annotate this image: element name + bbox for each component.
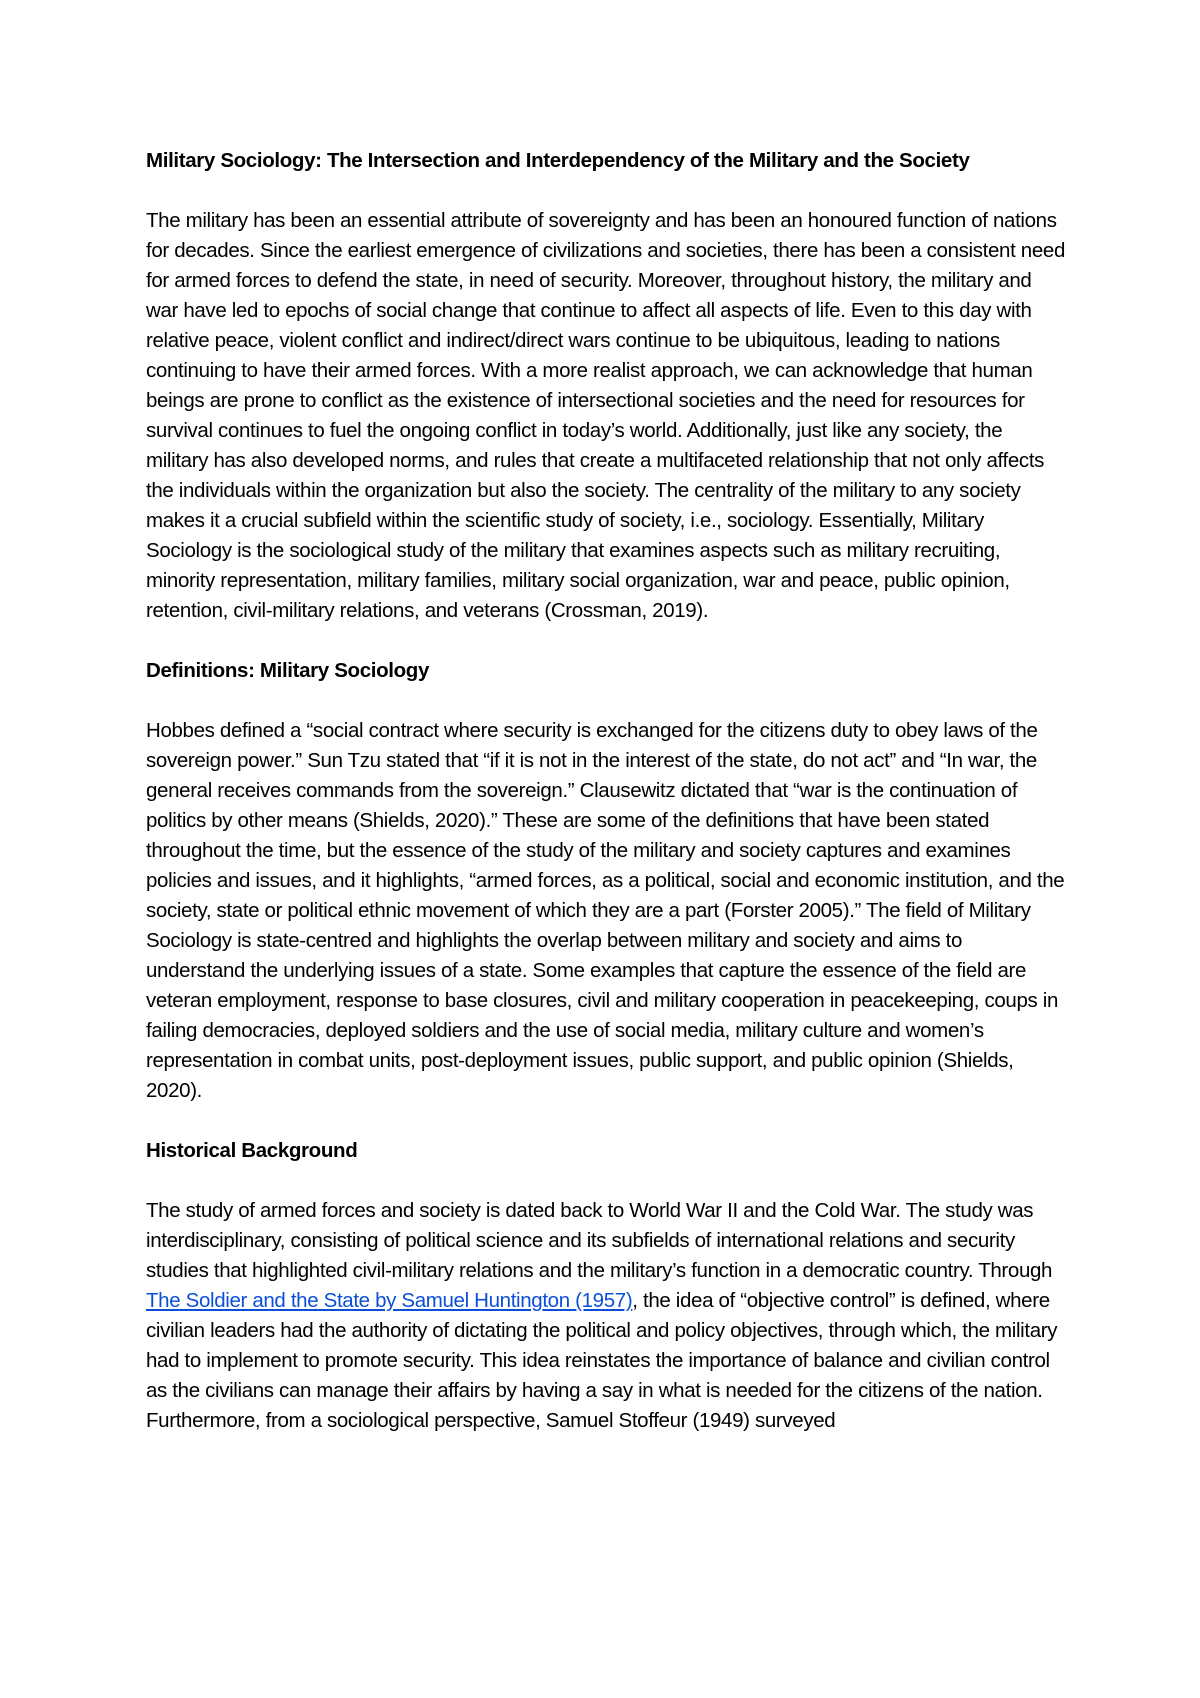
history-text-before-link: The study of armed forces and society is dated back to World War II and the Cold War. The study was interdisciplinary, consisting of political science and its subfields of international relations and security studies that highlighted civil-military relations and the military’s function in a democratic country. Through (146, 1199, 1053, 1282)
document-page (146, 146, 1066, 1436)
spacer (146, 1106, 1066, 1136)
intro-paragraph: The military has been an essential attribute of sovereignty and has been an honoured function of nations for decades. Since the earliest emergence of civilizations and societies, there has been a consistent need for armed forces to defend the state, in need of security. Moreover, throughout history, the military and war have led to epochs of social change that continue to affect all aspects of life. Even to this day with relative peace, violent conflict and indirect/direct wars continue to be ubiquitous, leading to nations continuing to have their armed forces. With a more realist approach, we can acknowledge that human beings are prone to conflict as the existence of intersectional societies and the need for resources for survival continues to fuel the ongoing conflict in today’s world. Additionally, just like any society, the military has also developed norms, and rules that create a multifaceted relationship that not only affects the individuals within the organization but also the society. The centrality of the military to any society makes it a crucial subfield within the scientific study of society, i.e., sociology. Essentially, Military Sociology is the sociological study of the military that examines aspects such as military recruiting, minority representation, military families, military social organization, war and peace, public opinion, retention, civil-military relations, and veterans (Crossman, 2019). (146, 209, 1065, 622)
definitions-paragraph: Hobbes defined a “social contract where security is exchanged for the citizens duty to obey laws of the sovereign power.” Sun Tzu stated that “if it is not in the interest of the state, do not act” and “In war, the general receives commands from the sovereign.” Clausewitz dictated that “war is the continuation of politics by other means (Shields, 2020).” These are some of the definitions that have been stated throughout the time, but the essence of the study of the military and society captures and examines policies and issues, and it highlights, “armed forces, as a political, social and economic institution, and the society, state or political ethnic movement of which they are a part (Forster 2005).” The field of Military Sociology is state-centred and highlights the overlap between military and society and aims to understand the underlying issues of a state. Some examples that capture the essence of the field are veteran employment, response to base closures, civil and military cooperation in peacekeeping, coups in failing democracies, deployed soldiers and the use of social media, military culture and women’s representation in combat units, post-deployment issues, public support, and public opinion (Shields, 2020). (146, 719, 1065, 1102)
history-paragraph (146, 1196, 1066, 1436)
document-title: Military Sociology: The Intersection and Interdependency of the Military and the Society (146, 149, 970, 172)
huntington-book-link[interactable]: The Soldier and the State by Samuel Huntington (1957) (146, 1289, 633, 1312)
section-heading-definitions: Definitions: Military Sociology (146, 659, 430, 682)
spacer (146, 176, 1066, 206)
spacer (146, 626, 1066, 656)
spacer (146, 686, 1066, 716)
history-text-after-link: , the idea of “objective control” is defined, where civilian leaders had the authority of dictating the political and policy objectives, through which, the military had to implement to promote security. This idea reinstates the importance of balance and civilian control as the civilians can manage their affairs by having a say in what is needed for the citizens of the nation. Furthermore, from a sociological perspective, Samuel Stoffeur (1949) surveyed (146, 1289, 1058, 1432)
spacer (146, 1166, 1066, 1196)
section-heading-history: Historical Background (146, 1139, 358, 1162)
